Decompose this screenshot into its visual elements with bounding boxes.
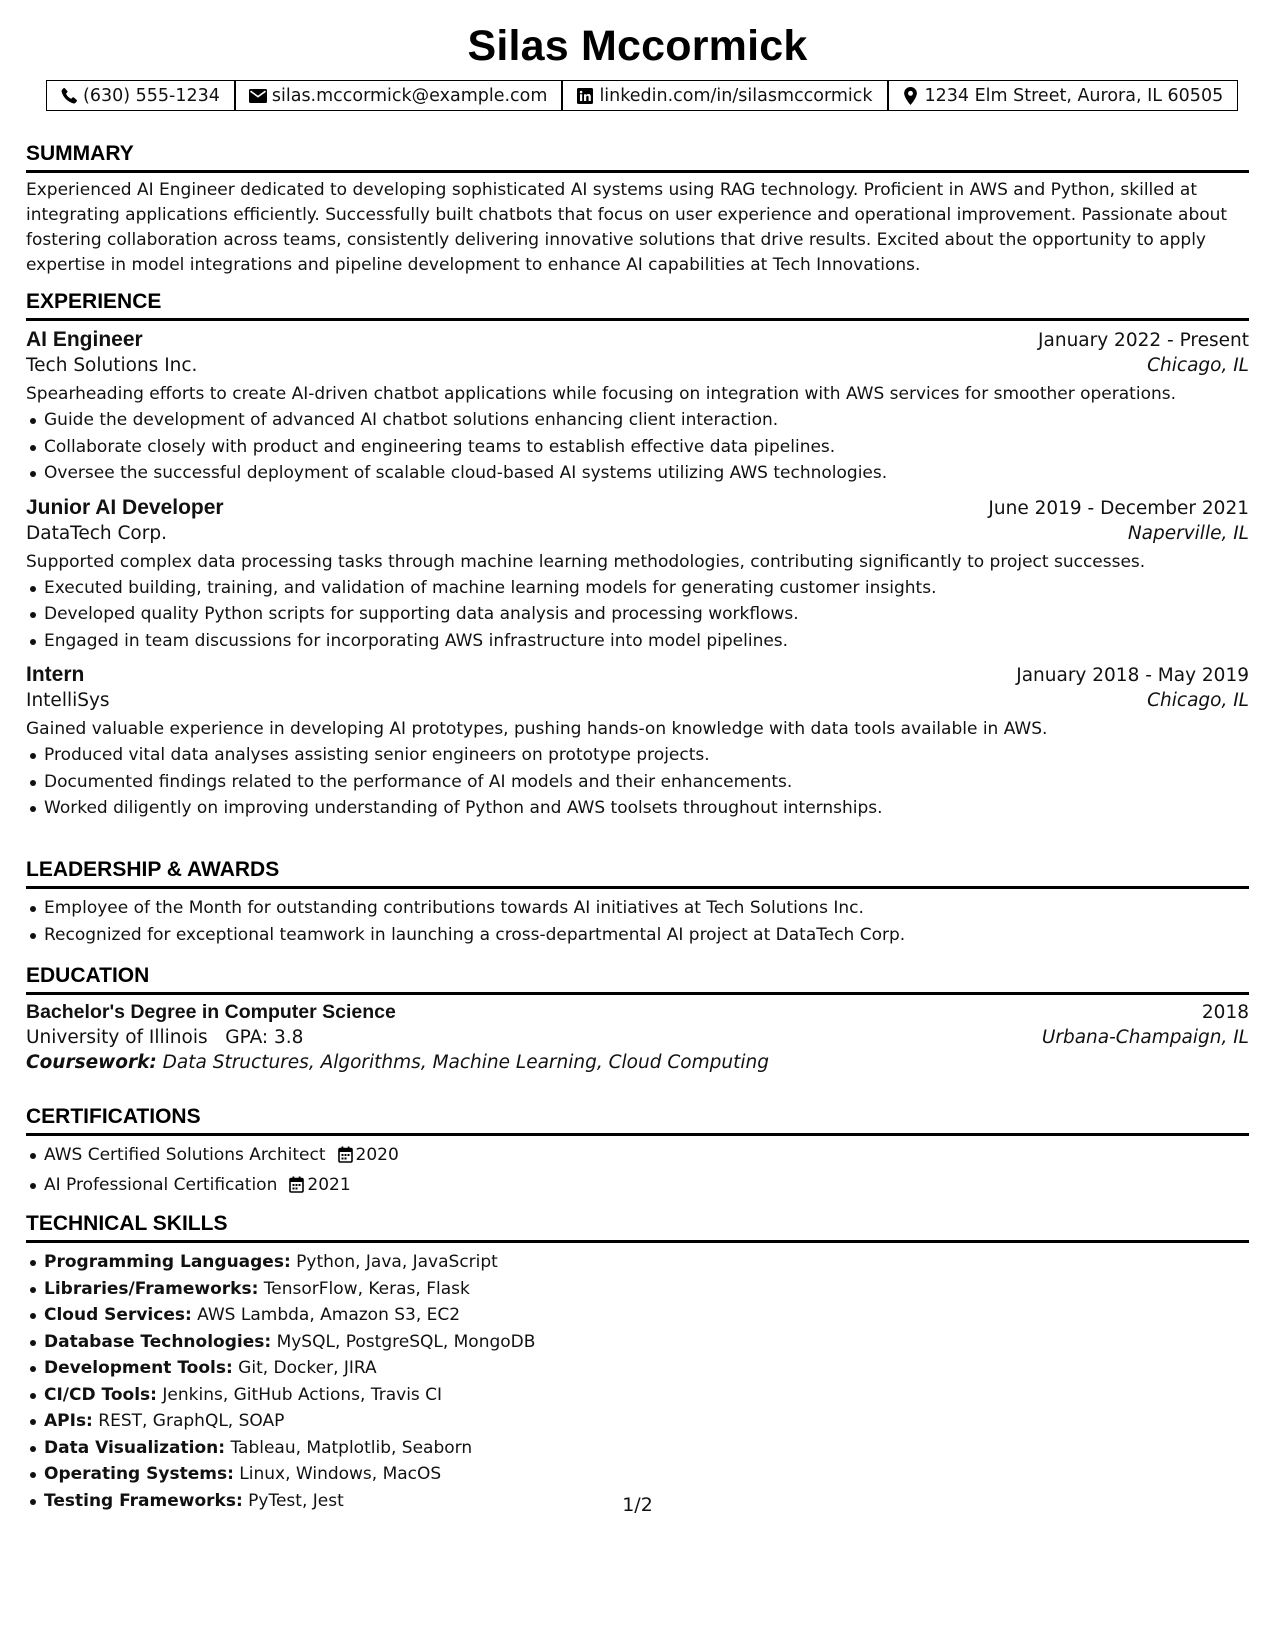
skills-list — [26, 1249, 1249, 1514]
contact-address-text: 1234 Elm Street, Aurora, IL 60505 — [924, 85, 1224, 106]
contact-linkedin[interactable] — [562, 80, 887, 111]
skill-category: Programming Languages: — [44, 1252, 291, 1272]
calendar-icon — [289, 1175, 304, 1202]
list-item — [26, 1329, 1249, 1356]
certification-name: AWS Certified Solutions Architect — [44, 1145, 326, 1165]
school-name: University of Illinois — [26, 1027, 208, 1048]
job-title: Intern — [26, 663, 85, 686]
section-title: EXPERIENCE — [26, 290, 1249, 321]
calendar-icon — [338, 1145, 353, 1172]
list-item — [26, 1461, 1249, 1488]
contact-email[interactable] — [235, 80, 563, 111]
skill-category: Testing Frameworks: — [44, 1490, 243, 1511]
job-bullets — [26, 742, 1249, 822]
skill-category: Operating Systems: — [44, 1464, 234, 1484]
contact-bar — [46, 80, 1229, 111]
contact-phone[interactable] — [46, 80, 235, 111]
skill-category: Cloud Services: — [44, 1305, 192, 1325]
contact-address — [888, 80, 1239, 111]
job-location: Naperville, IL — [1127, 522, 1249, 544]
skill-values: TensorFlow, Keras, Flask — [263, 1278, 470, 1299]
envelope-icon — [248, 87, 268, 105]
section-title: LEADERSHIP & AWARDS — [26, 858, 1249, 889]
school-info — [26, 1027, 303, 1048]
coursework-label: Coursework: — [26, 1052, 157, 1073]
list-item — [26, 1172, 1249, 1202]
job-description: Supported complex data processing tasks through machine learning methodologies, contributing significantly to project successes. — [26, 551, 1146, 572]
certification-year: 2020 — [355, 1145, 399, 1165]
job-dates: January 2018 - May 2019 — [1016, 665, 1249, 686]
education-section — [26, 964, 1249, 1073]
list-item — [26, 1408, 1249, 1435]
linkedin-icon — [575, 87, 595, 105]
section-title: SUMMARY — [26, 142, 1249, 173]
job-location: Chicago, IL — [1147, 690, 1249, 711]
list-item: Guide the development of advanced AI chatbot solutions enhancing client interaction. — [26, 407, 1249, 434]
list-item — [26, 1302, 1249, 1329]
experience-section — [26, 290, 1249, 822]
job-title: AI Engineer — [26, 328, 143, 351]
summary-section — [26, 142, 1249, 278]
job-dates: January 2022 - Present — [1038, 330, 1249, 351]
coursework-list: Data Structures, Algorithms, Machine Learning, Cloud Computing — [162, 1052, 769, 1073]
skill-values: Jenkins, GitHub Actions, Travis CI — [162, 1384, 443, 1405]
section-title: EDUCATION — [26, 964, 1249, 995]
skill-values: Python, Java, JavaScript — [296, 1252, 498, 1272]
job-company: DataTech Corp. — [26, 522, 167, 544]
list-item: Oversee the successful deployment of scalable cloud-based AI systems utilizing AWS technologies. — [26, 460, 1249, 487]
skill-category: Database Technologies: — [44, 1331, 272, 1352]
skill-category: Development Tools: — [44, 1358, 233, 1378]
phone-icon — [59, 87, 79, 105]
leadership-section — [26, 858, 1249, 948]
skill-category: APIs: — [44, 1411, 93, 1431]
certifications-section — [26, 1105, 1249, 1201]
job-entry — [26, 663, 1249, 822]
contact-email-text: silas.mccormick@example.com — [271, 85, 548, 106]
skill-values: Tableau, Matplotlib, Seaborn — [230, 1437, 473, 1458]
list-item: Documented findings related to the performance of AI models and their enhancements. — [26, 769, 1249, 796]
certification-year: 2021 — [307, 1174, 351, 1195]
job-description: Spearheading efforts to create AI-driven chatbot applications while focusing on integration with AWS services for smoother operations. — [26, 384, 1176, 404]
skill-values: PyTest, Jest — [248, 1490, 344, 1511]
graduation-year: 2018 — [1201, 1002, 1249, 1023]
skill-values: AWS Lambda, Amazon S3, EC2 — [197, 1305, 461, 1325]
skill-category: Data Visualization: — [44, 1437, 226, 1458]
section-title: CERTIFICATIONS — [26, 1105, 1249, 1136]
skill-values: Linux, Windows, MacOS — [239, 1464, 442, 1484]
job-company: Tech Solutions Inc. — [26, 355, 198, 376]
job-dates: June 2019 - December 2021 — [988, 497, 1249, 519]
section-title: TECHNICAL SKILLS — [26, 1212, 1249, 1243]
list-item: Engaged in team discussions for incorporating AWS infrastructure into model pipelines. — [26, 628, 1249, 655]
list-item — [26, 1355, 1249, 1382]
job-description: Gained valuable experience in developing AI prototypes, pushing hands-on knowledge with data tools available in AWS. — [26, 719, 1048, 739]
school-location: Urbana-Champaign, IL — [1041, 1027, 1249, 1048]
job-bullets — [26, 575, 1249, 655]
summary-text: Experienced AI Engineer dedicated to developing sophisticated AI systems using RAG technology. Proficient in AWS and Python, skilled at integrating applications efficiently. Successfully built chatbots that focus on user experience and operational improvement. Passionate about fostering collaboration across teams, consistently delivering innovative solutions that drive results. Excited about the opportunity to apply expertise in model integrations and pipeline development to enhance AI capabilities at Tech Innovations. — [26, 180, 1228, 275]
degree: Bachelor's Degree in Computer Science — [26, 1001, 396, 1023]
contact-phone-text: (630) 555-1234 — [83, 85, 220, 106]
skill-category: CI/CD Tools: — [44, 1384, 157, 1405]
page-number: 1/2 — [622, 1494, 653, 1516]
skills-section — [26, 1212, 1249, 1514]
coursework — [26, 1052, 1249, 1073]
job-company: IntelliSys — [26, 690, 110, 711]
list-item: Recognized for exceptional teamwork in launching a cross-departmental AI project at DataTech Corp. — [26, 922, 1249, 949]
list-item: Produced vital data analyses assisting senior engineers on prototype projects. — [26, 742, 1249, 769]
list-item: Worked diligently on improving understanding of Python and AWS toolsets throughout internships. — [26, 795, 1249, 822]
candidate-name: Silas Mccormick — [467, 22, 808, 70]
skill-values: REST, GraphQL, SOAP — [98, 1411, 285, 1431]
list-item: Executed building, training, and validation of machine learning models for generating customer insights. — [26, 575, 1249, 602]
job-bullets — [26, 407, 1249, 487]
certification-name: AI Professional Certification — [44, 1174, 278, 1195]
map-marker-icon — [901, 87, 921, 105]
list-item: Employee of the Month for outstanding contributions towards AI initiatives at Tech Solutions Inc. — [26, 895, 1249, 922]
gpa: GPA: 3.8 — [225, 1027, 304, 1048]
skill-values: Git, Docker, JIRA — [238, 1358, 377, 1378]
list-item — [26, 1382, 1249, 1409]
job-location: Chicago, IL — [1147, 355, 1249, 376]
job-entry — [26, 328, 1249, 487]
awards-list — [26, 895, 1249, 948]
list-item — [26, 1249, 1249, 1276]
list-item: Developed quality Python scripts for supporting data analysis and processing workflows. — [26, 601, 1249, 628]
contact-linkedin-text: linkedin.com/in/silasmccormick — [599, 85, 873, 106]
list-item — [26, 1276, 1249, 1303]
skill-values: MySQL, PostgreSQL, MongoDB — [276, 1331, 536, 1352]
skill-category: Libraries/Frameworks: — [44, 1278, 259, 1299]
job-entry — [26, 496, 1249, 655]
certifications-list — [26, 1142, 1249, 1201]
list-item — [26, 1142, 1249, 1172]
list-item: Collaborate closely with product and engineering teams to establish effective data pipelines. — [26, 434, 1249, 461]
list-item — [26, 1435, 1249, 1462]
job-title: Junior AI Developer — [26, 495, 224, 519]
